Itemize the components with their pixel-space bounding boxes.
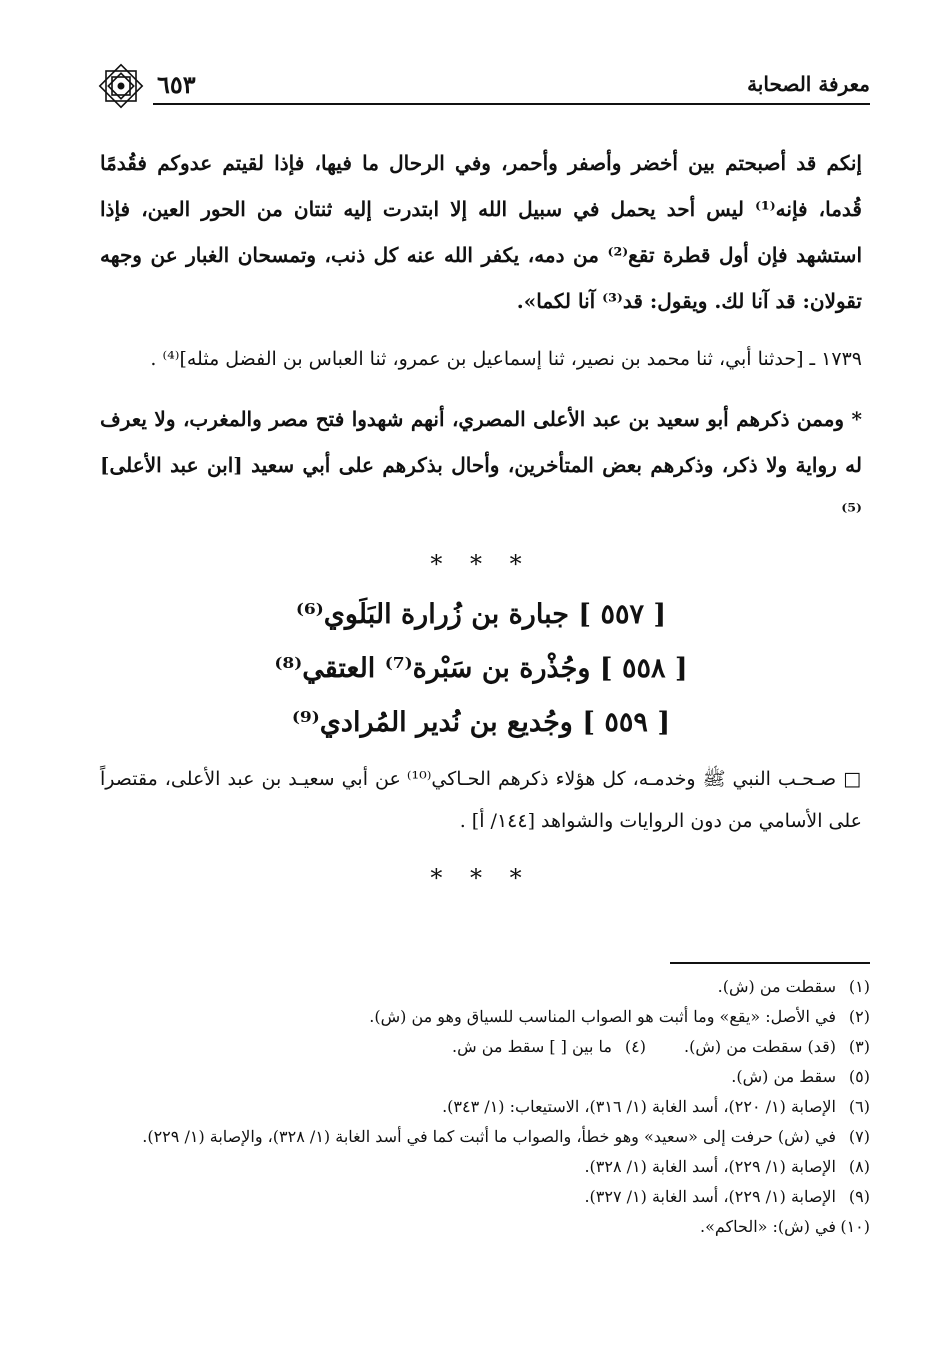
paragraph-note: * وممن ذكرهم أبو سعيد بن عبد الأعلى المصري، أنهم شهدوا فتح مصر والمغرب، ولا يعرف له رواية ولا ذكر، وذكرهم بعض المتأخرين، وأحال بذكرهم على أبي سعيد [ابن عبد الأعلى]⁽⁵⁾	[100, 407, 862, 523]
paragraph-hadith-text: إنكم قد أصبحتم بين أخضر وأصفر وأحمر، وفي الرحال ما فيها، فإذا لقيتم عدوكم فقُدمًا قُدما، فإنه⁽¹⁾ ليس أحد يحمل في سبيل الله إلا ابتدرت إليه ثنتان من الحور العين، فإذا استشهد فإن أول قطرة تقع⁽²⁾ من دمه، يكفر الله عنه كل ذنب، وتمسحان الغبار عن وجهه تقولان: قد آنا لك. ويقول: قد⁽³⁾ آنا لكما».	[100, 151, 862, 313]
running-title: معرفة الصحابة	[747, 72, 870, 96]
entry-heading-558: [ ٥٥٨ ] وجُذْرة بن سَبْرة⁽⁷⁾ العتقي⁽⁸⁾	[274, 653, 688, 684]
main-text	[100, 140, 862, 892]
footnotes	[100, 962, 870, 1242]
page-number: ٦٥٣	[157, 70, 196, 99]
footnote-item: (١) سقطت من (ش).	[717, 977, 870, 996]
footnote-item: (٨) الإصابة (١/ ٢٢٩)، أسد الغابة (١/ ٣٢٨).	[584, 1157, 870, 1176]
footnote-item: (٦) الإصابة (١/ ٢٢٠)، أسد الغابة (١/ ٣١٦)، الاستيعاب: (١/ ٣٤٣).	[442, 1097, 870, 1116]
footnote-rule	[670, 962, 870, 964]
section-separator: * * *	[430, 864, 532, 892]
footnote-item: (٢) في الأصل: «يقع» وما أثبت هو الصواب المناسب للسياق وهو من (ش).	[369, 1007, 870, 1026]
octagram-ornament-icon	[95, 60, 147, 112]
entry-heading-557: [ ٥٥٧ ] جبارة بن زُرارة البَلَوي⁽⁶⁾	[295, 599, 667, 630]
footnote-item: (٣) (قد) سقطت من (ش).	[684, 1037, 870, 1056]
entry-headings	[100, 588, 862, 750]
entry-heading-559: [ ٥٥٩ ] وجُديع بن نُدير المُرادي⁽⁹⁾	[291, 707, 671, 738]
footnote-item: (١٠) في (ش): «الحاكم».	[699, 1217, 870, 1236]
footnote-item: (٤) ما بين [ ] سقط من ش.	[452, 1037, 646, 1056]
section-separator: * * *	[430, 550, 532, 578]
footnote-item: (٧) في (ش) حرفت إلى «سعيد» وهو خطأ، والصواب ما أثبت كما في أسد الغابة (١/ ٣٢٨)، والإصابة (١/ ٢٢٩).	[142, 1127, 870, 1146]
page-header	[95, 62, 870, 110]
footnote-pair	[100, 1032, 870, 1062]
paragraph-entry-note: □ صـحـب النبي ﷺ وخدمـه، كل هؤلاء ذكرهم الحـاكي⁽¹⁰⁾ عن أبي سعيـد بن عبد الأعلى، مقتصراً على الأسامي من دون الروايات والشواهد [١٤٤/ أ] .	[100, 768, 862, 832]
footnote-item: (٥) سقط من (ش).	[731, 1067, 870, 1086]
paragraph-isnad: ١٧٣٩ ـ [حدثنا أبي، ثنا محمد بن نصير، ثنا إسماعيل بن عمرو، ثنا العباس بن الفضل مثله]⁽⁴⁾ .	[150, 348, 862, 370]
header-rule	[153, 103, 870, 105]
footnote-item: (٩) الإصابة (١/ ٢٢٩)، أسد الغابة (١/ ٣٢٧).	[584, 1187, 870, 1206]
footnote-list	[100, 972, 870, 1242]
